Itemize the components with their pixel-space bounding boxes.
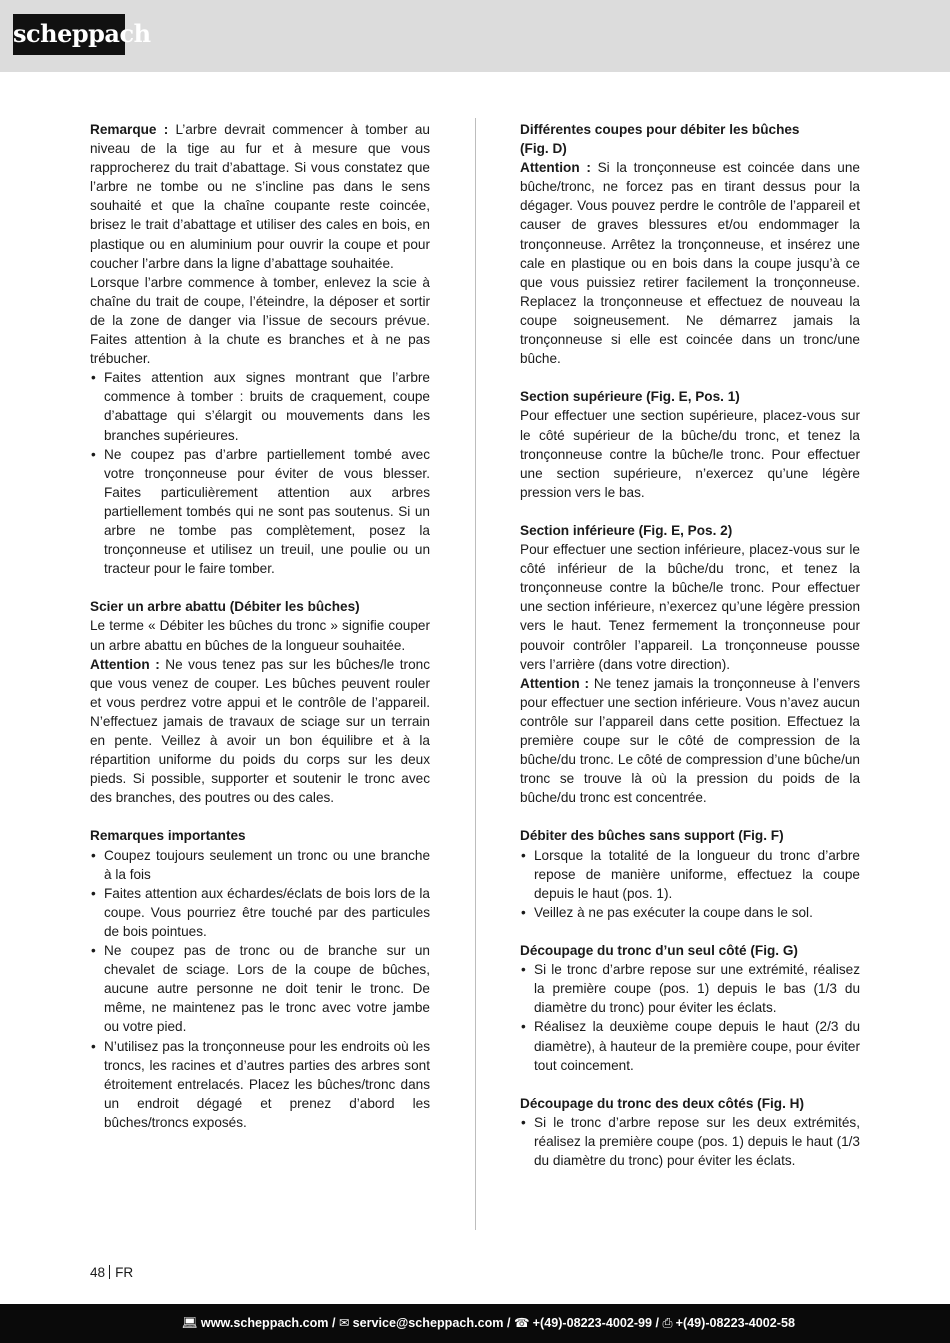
list-item: • Ne coupez pas d’arbre partiellement tombé avec votre tronçonneuse pour éviter de vous blesser. Faites particulièrement attention aux arbres partiellement tombés qui ne sont pas soutenus. Si un arbre ne tombe pas complètement, posez la tronçonneuse et utilisez un treuil, une poulie ou un tracteur pour le faire tomber. <box>90 445 430 579</box>
contact-footer <box>0 1304 950 1343</box>
section-heading: Découpage du tronc des deux côtés (Fig. H) <box>520 1095 804 1111</box>
list-item: • Si le tronc d’arbre repose sur une extrémité, réalisez la première coupe (pos. 1) depuis le bas (1/3 du diamètre du tronc) pour éviter les éclats. <box>520 960 860 1017</box>
fax-number: +(49)-08223-4002-58 <box>675 1316 795 1330</box>
column-divider <box>475 118 476 1230</box>
section-heading: Remarques importantes <box>90 828 246 844</box>
list-item: • Ne coupez pas de tronc ou de branche sur un chevalet de sciage. Lors de la coupe de bûches, aucune autre personne ne doit tenir le tronc. De même, ne maintenez pas le tronc avec votre jambe ou votre pied. <box>90 941 430 1036</box>
section-heading: Section inférieure (Fig. E, Pos. 2) <box>520 522 733 538</box>
section-heading: Découpage du tronc d’un seul côté (Fig. G) <box>520 943 798 959</box>
page-header <box>0 0 950 72</box>
list-item: • Réalisez la deuxième coupe depuis le haut (2/3 du diamètre), à hauteur de la première coupe, pour éviter tout coincement. <box>520 1017 860 1074</box>
attention-paragraph: Attention : Si la tronçonneuse est coincée dans une bûche/tronc, ne forcez pas en tirant dessus pour la dégager. Vous pouvez perdre le contrôle de l’appareil et causer de graves blessures et/ou endommager la tronçonneuse. Arrêtez la tronçonneuse, et insérez une cale en plastique ou en bois dans la coupe jusqu’à ce que vous puissiez retirer facilement la tronçonneuse. Replacez la tronçonneuse et effectuez de nouveau la coupe soigneusement. Ne démarrez jamais la tronçonneuse si elle est coincée dans un tronc/une bûche. <box>520 160 860 367</box>
list-item: • Veillez à ne pas exécuter la coupe dans le sol. <box>520 903 860 922</box>
section-heading: Section supérieure (Fig. E, Pos. 1) <box>520 389 740 405</box>
no-support-list <box>520 846 860 922</box>
right-column <box>520 120 860 1170</box>
website-link[interactable]: www.scheppach.com / <box>200 1316 336 1330</box>
list-item: • Faites attention aux échardes/éclats de bois lors de la coupe. Vous pourriez être touché par des particules de bois pointues. <box>90 884 430 941</box>
list-item: • Coupez toujours seulement un tronc ou une branche à la fois <box>90 846 430 884</box>
scheppach-logo: scheppach <box>13 14 125 55</box>
remarks-list <box>90 846 430 1132</box>
attention-paragraph: Attention : Ne tenez jamais la tronçonneuse à l’envers pour effectuer une section inférieure. Vous n’avez aucun contrôle sur l’appareil dans cette position. Effectuez la première coupe sur le côté de compression de la bûche/du tronc. Le côté de compression d’une bûche/un tronc se trouve là où la pression du poids de la bûche/du tronc est concentrée. <box>520 675 860 806</box>
email-link[interactable]: service@scheppach.com / <box>352 1316 511 1330</box>
page-number: 48 FR <box>90 1265 134 1280</box>
note-paragraph: Remarque : L’arbre devrait commencer à tomber au niveau de la tige au fur et à mesure que vous rapprocherez du trait d’abattage. Si vous constatez que l’arbre ne tombe ou ne s’incline pas dans le sens souhaité et que la chaîne coupante reste coincée, brisez le trait d’abattage et utiliser des cales en bois, en plastique ou en aluminium pour ouvrir la coupe et pour coucher l’arbre dans la ligne d’abattage souhaitée. <box>90 122 430 271</box>
upper-paragraph: Pour effectuer une section supérieure, placez-vous sur le côté supérieur de la bûche/du tronc, et tenez la tronçonneuse contre la bûche/le tronc. Pour effectuer une section supérieure, n’exercez qu’une légère pression vers le bas. <box>520 408 860 500</box>
one-side-list <box>520 960 860 1075</box>
list-item: • N’utilisez pas la tronçonneuse pour les endroits où les troncs, les racines et d’autres parties des arbres sont étroitement entrelacés. Placez les bûches/tronc dans un endroit dégagé et prenez d’abord les bûches/troncs exposés. <box>90 1037 430 1132</box>
saw-paragraph: Le terme « Débiter les bûches du tronc » signifie couper un arbre abattu en bûches de la longueur souhaitée. <box>90 618 430 653</box>
falling-paragraph: Lorsque l’arbre commence à tomber, enlevez la scie à chaîne du trait de coupe, l’éteindre, la déposer et sortir de la zone de danger via l’issue de secours prévue. Faites attention à la chute es branches et à ne pas trébucher. <box>90 274 430 367</box>
fax-icon: ⎙ <box>662 1316 673 1330</box>
left-column <box>90 120 430 1132</box>
section-heading: Débiter des bûches sans support (Fig. F) <box>520 828 784 844</box>
list-item: • Faites attention aux signes montrant que l’arbre commence à tomber : bruits de craquement, coupe d’abattage qui s’élargit ou mouvements dans les branches supérieures. <box>90 368 430 444</box>
section-heading: Différentes coupes pour débiter les bûches <box>520 122 800 137</box>
lower-paragraph: Pour effectuer une section inférieure, placez-vous sur le côté inférieur de la bûche/du tronc, et tenez la tronçonneuse contre la bûche/le tronc. Pour effectuer une section inférieure, n’exercez qu’une légère pression vers le haut. Tenez fermement la tronçonneuse pour pouvoir contrôler l’appareil. La tronçonneuse pousse vers l’arrière (dans votre direction). <box>520 542 860 672</box>
list-item: • Si le tronc d’arbre repose sur les deux extrémités, réalisez la première coupe (pos. 1) depuis le haut (1/3 du diamètre du tronc) pour éviter les éclats. <box>520 1113 860 1170</box>
list-item: • Lorsque la totalité de la longueur du tronc d’arbre repose de manière uniforme, effectuez la coupe depuis le haut (pos. 1). <box>520 846 860 903</box>
mail-icon: ✉︎ <box>339 1316 350 1330</box>
phone-number: +(49)-08223-4002-99 / <box>532 1316 660 1330</box>
falling-tree-list <box>90 368 430 578</box>
attention-paragraph: Attention : Ne vous tenez pas sur les bûches/le tronc que vous venez de couper. Les bûches peuvent rouler et vous perdrez votre appui et le contrôle de l’appareil. N’effectuez jamais de travaux de sciage sur un terrain en pente. Veillez à avoir un bon équilibre et à la répartition uniforme du poids du corps sur les deux pieds. Si possible, supporter et soutenir le tronc avec des branches, des poutres ou des cales. <box>90 656 430 806</box>
laptop-icon: 💻︎ <box>181 1316 198 1330</box>
two-sides-list <box>520 1113 860 1170</box>
phone-icon: ☎︎ <box>513 1316 530 1330</box>
section-heading: Scier un arbre abattu (Débiter les bûches) <box>90 599 360 615</box>
section-heading-fig: (Fig. D) <box>520 141 567 157</box>
